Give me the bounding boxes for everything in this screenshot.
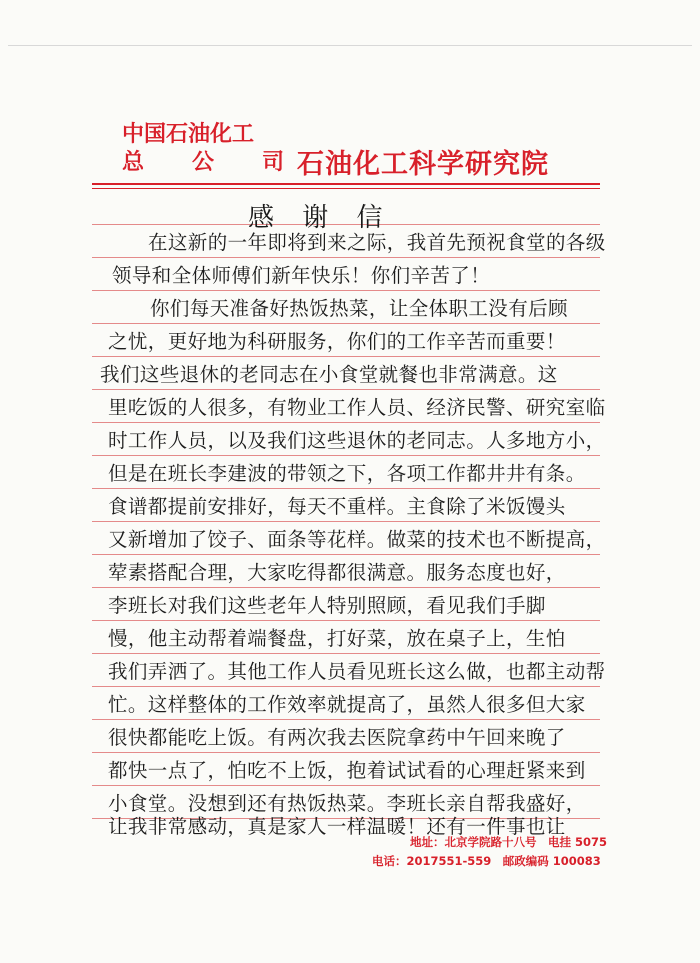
letterhead-company	[122, 120, 298, 176]
letterhead-company-line1: 中国石油化工	[122, 121, 255, 147]
letter-line: 小食堂。没想到还有热饭热菜。李班长亲自帮我盛好，	[108, 792, 586, 815]
ruled-line	[92, 785, 600, 786]
footer-phone: 电话：2017551-559 邮政编码 100083	[372, 854, 601, 868]
ruled-line	[92, 719, 600, 720]
ruled-line	[92, 521, 600, 522]
footer-address: 地址：北京学院路十八号 电挂 5075	[410, 835, 608, 849]
letter-line: 忙。这样整体的工作效率就提高了，虽然人很多但大家	[108, 693, 586, 716]
letter-line: 荤素搭配合理，大家吃得都很满意。服务态度也好，	[108, 561, 566, 584]
ruled-line	[92, 554, 600, 555]
ruled-line	[92, 653, 600, 654]
letter-line: 我们这些退休的老同志在小食堂就餐也非常满意。这	[100, 363, 558, 386]
ruled-line	[92, 290, 600, 291]
ruled-line	[92, 686, 600, 687]
letterhead-rule-thin	[92, 188, 600, 189]
ruled-line	[92, 356, 600, 357]
letterhead-rule	[92, 183, 600, 185]
ruled-line	[92, 752, 600, 753]
paper-edge	[8, 45, 692, 46]
letter-line: 都快一点了，怕吃不上饭，抱着试试看的心理赶紧来到	[108, 759, 586, 782]
letterhead-company-line2: 总 公 司	[122, 149, 298, 175]
letter-line: 之忧，更好地为科研服务，你们的工作辛苦而重要！	[108, 330, 566, 353]
letter-line: 里吃饭的人很多，有物业工作人员、经济民警、研究室临	[108, 396, 606, 419]
letter-line: 慢，他主动帮着端餐盘，打好菜，放在桌子上，生怕	[108, 627, 566, 650]
ruled-line	[92, 323, 600, 324]
letter-line: 在这新的一年即将到来之际，我首先预祝食堂的各级	[148, 231, 606, 254]
letter-line: 很快都能吃上饭。有两次我去医院拿药中午回来晚了	[108, 726, 566, 749]
letter-line: 让我非常感动，真是家人一样温暖！还有一件事也让	[108, 815, 566, 838]
letter-line: 又新增加了饺子、面条等花样。做菜的技术也不断提高，	[108, 528, 606, 551]
letter-line: 领导和全体师傅们新年快乐！你们辛苦了！	[112, 264, 491, 287]
ruled-line	[92, 587, 600, 588]
letter-line: 食谱都提前安排好，每天不重样。主食除了米饭馒头	[108, 495, 566, 518]
ruled-line	[92, 257, 600, 258]
ruled-line	[92, 422, 600, 423]
letter-title: 感 谢 信	[248, 203, 393, 233]
letter-line: 你们每天准备好热饭热菜，让全体职工没有后顾	[150, 297, 568, 320]
letter-line: 李班长对我们这些老年人特别照顾，看见我们手脚	[108, 594, 546, 617]
letter-line: 我们弄洒了。其他工作人员看见班长这么做，也都主动帮	[108, 660, 606, 683]
letterhead-institute: 石油化工科学研究院	[297, 149, 549, 180]
ruled-line	[92, 455, 600, 456]
letter-line: 但是在班长李建波的带领之下，各项工作都井井有条。	[108, 462, 586, 485]
ruled-line	[92, 389, 600, 390]
ruled-line	[92, 488, 600, 489]
letter-line: 时工作人员，以及我们这些退休的老同志。人多地方小，	[108, 429, 606, 452]
ruled-line	[92, 620, 600, 621]
